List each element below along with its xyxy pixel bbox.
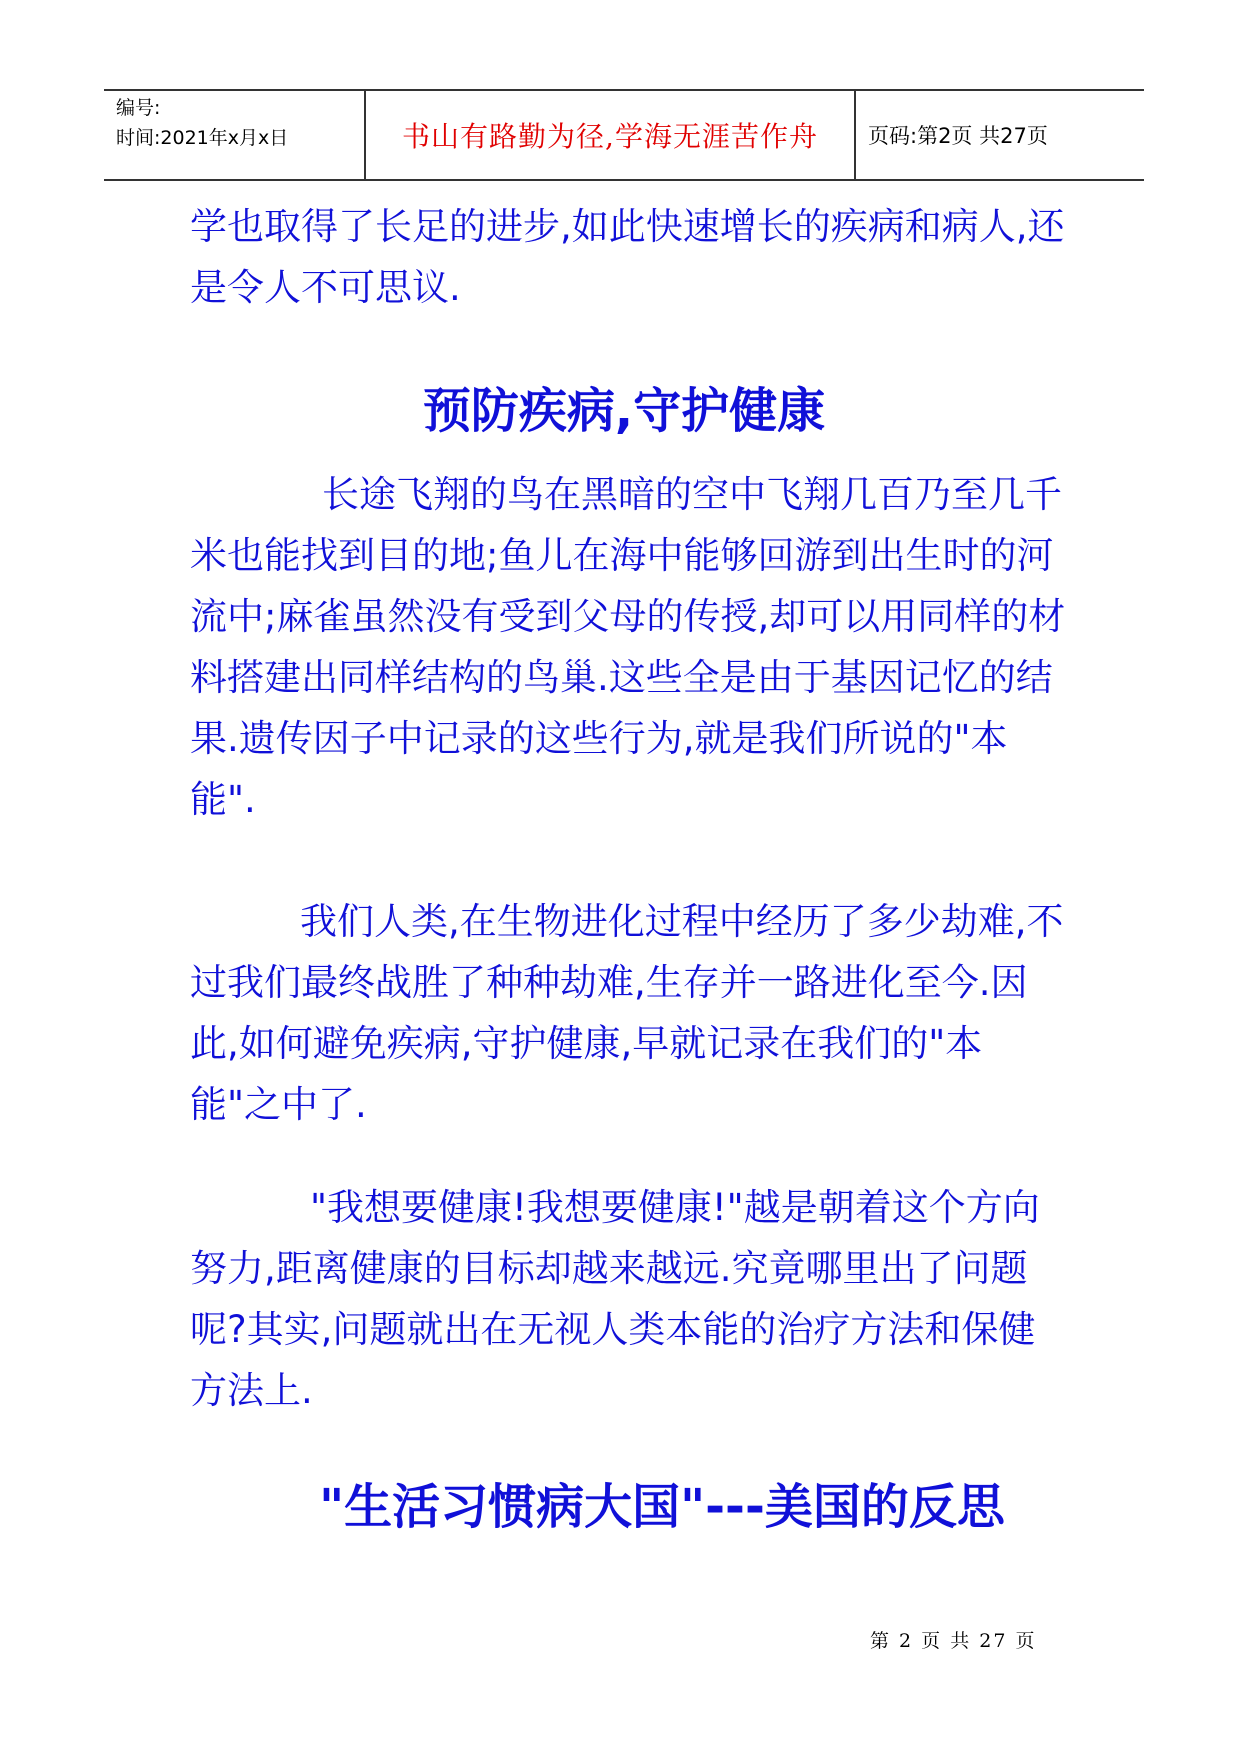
page-footer: 第 2 页 共 27 页 — [870, 1630, 1037, 1652]
section-heading-america-reflection: "生活习惯病大国"---美国的反思 — [319, 1479, 1005, 1535]
header-page-code: 页码:第2页 共27页 — [868, 124, 1048, 148]
paragraph-continued: 学也取得了长足的进步,如此快速增长的疾病和病人,还是令人不可思议. — [190, 205, 1065, 309]
document-header — [104, 89, 1144, 181]
time-label: 时间:2021年x月x日 — [116, 127, 289, 149]
section-heading-prevent-disease: 预防疾病,守护健康 — [422, 383, 826, 439]
header-motto: 书山有路勤为径,学海无涯苦作舟 — [366, 91, 856, 179]
paragraph-evolution: 我们人类,在生物进化过程中经历了多少劫难,不过我们最终战胜了种种劫难,生存并一路进化至今.因此,如何避免疾病,守护健康,早就记录在我们的"本能"之中了. — [190, 900, 1064, 1126]
paragraph-instinct: 长途飞翔的鸟在黑暗的空中飞翔几百乃至几千米也能找到目的地;鱼儿在海中能够回游到出生时的河流中;麻雀虽然没有受到父母的传授,却可以用同样的材料搭建出同样结构的鸟巢.这些全是由于基因记忆的结果.遗传因子中记录的这些行为,就是我们所说的"本能". — [190, 473, 1066, 821]
paragraph-health-pursuit: "我想要健康!我想要健康!"越是朝着这个方向努力,距离健康的目标却越来越远.究竟哪里出了问题呢?其实,问题就出在无视人类本能的治疗方法和保健方法上. — [190, 1186, 1040, 1412]
number-label: 编号: — [116, 97, 161, 119]
header-meta — [104, 91, 366, 179]
